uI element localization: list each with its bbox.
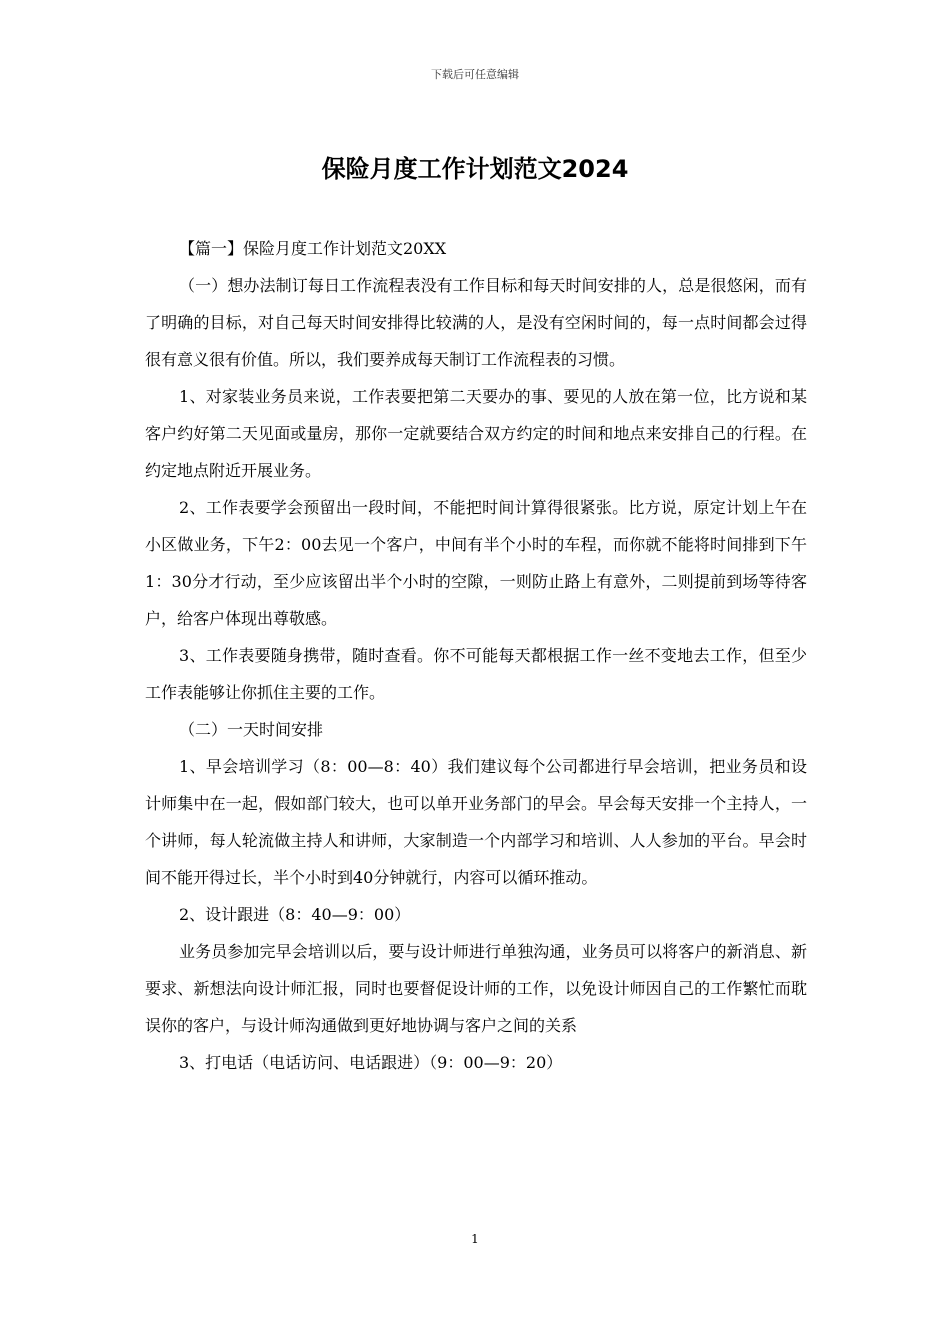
- section-heading: 【篇一】保险月度工作计划范文20XX: [179, 239, 447, 258]
- document-body: [145, 230, 807, 1081]
- paragraph: 1、早会培训学习（8：00—8：40）我们建议每个公司都进行早会培训，把业务员和设计师集中在一起，假如部门较大，也可以单开业务部门的早会。早会每天安排一个主持人，一个讲师，每人轮流做主持人和讲师，大家制造一个内部学习和培训、人人参加的平台。早会时间不能开得过长，半个小时到40分钟就行，内容可以循环推动。: [145, 757, 807, 887]
- paragraph: 3、工作表要随身携带，随时查看。你不可能每天都根据工作一丝不变地去工作，但至少工作表能够让你抓住主要的工作。: [145, 646, 807, 702]
- paragraph: 3、打电话（电话访问、电话跟进）（9：00—9：20）: [179, 1053, 563, 1072]
- subsection-heading: （二）一天时间安排: [179, 720, 324, 739]
- page-number: 1: [471, 1232, 479, 1246]
- paragraph: （一）想办法制订每日工作流程表没有工作目标和每天时间安排的人，总是很悠闲，而有了明确的目标，对自己每天时间安排得比较满的人，是没有空闲时间的，每一点时间都会过得很有意义很有价值。所以，我们要养成每天制订工作流程表的习惯。: [145, 276, 807, 369]
- paragraph: 业务员参加完早会培训以后，要与设计师进行单独沟通，业务员可以将客户的新消息、新要求、新想法向设计师汇报，同时也要督促设计师的工作，以免设计师因自己的工作繁忙而耽误你的客户，与设计师沟通做到更好地协调与客户之间的关系: [145, 942, 807, 1035]
- paragraph: 2、设计跟进（8：40—9：00）: [179, 905, 411, 924]
- document-title: 保险月度工作计划范文2024: [321, 155, 629, 183]
- paragraph: 1、对家装业务员来说，工作表要把第二天要办的事、要见的人放在第一位，比方说和某客户约好第二天见面或量房，那你一定就要结合双方约定的时间和地点来安排自己的行程。在约定地点附近开展业务。: [145, 387, 807, 480]
- header-note: 下载后可任意编辑: [431, 68, 519, 81]
- paragraph: 2、工作表要学会预留出一段时间，不能把时间计算得很紧张。比方说，原定计划上午在小区做业务，下午2：00去见一个客户，中间有半个小时的车程，而你就不能将时间排到下午1：30分才行动，至少应该留出半个小时的空隙，一则防止路上有意外，二则提前到场等待客户，给客户体现出尊敬感。: [145, 498, 807, 628]
